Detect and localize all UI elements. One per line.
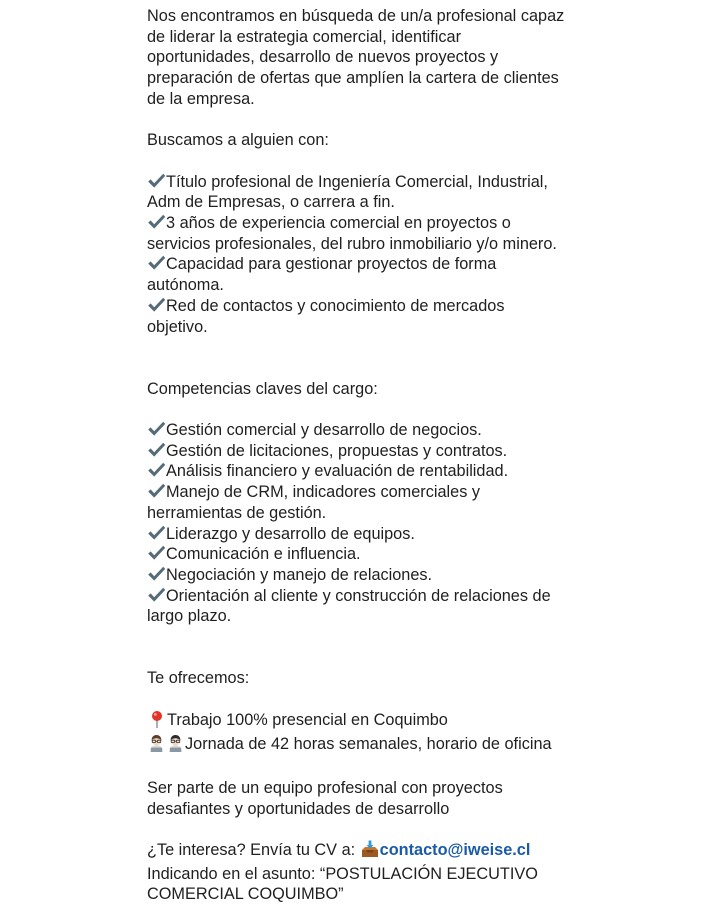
check-mark-icon	[147, 587, 166, 603]
requirements-list	[147, 172, 567, 338]
intro-line: de la empresa.	[147, 89, 255, 108]
list-item-text: Adm de Empresas, o carrera a fin.	[147, 193, 395, 212]
spacer	[147, 757, 567, 778]
spacer	[147, 627, 567, 668]
list-item	[147, 482, 567, 523]
list-item	[147, 254, 567, 295]
check-mark-icon	[147, 421, 166, 437]
offer-schedule-text: Jornada de 42 horas semanales, horario de oficina	[185, 734, 552, 753]
office-worker-icon	[166, 734, 185, 758]
list-item-text: servicios profesionales, del rubro inmobiliario y/o minero.	[147, 234, 557, 253]
intro-line: Nos encontramos en búsqueda de un/a profesional capaz	[147, 7, 565, 25]
offer-location-text: Trabajo 100% presencial en Coquimbo	[167, 710, 448, 729]
spacer	[147, 110, 567, 131]
apply-subject-line: Indicando en el asunto: “POSTULACIÓN EJECUTIVO	[147, 864, 538, 883]
list-item	[147, 586, 567, 627]
list-item-text: herramientas de gestión.	[147, 503, 327, 522]
offer-schedule	[147, 734, 567, 758]
requirements-heading: Buscamos a alguien con:	[147, 131, 329, 150]
list-item-text: Gestión comercial y desarrollo de negocios.	[166, 421, 482, 439]
offer-team-paragraph	[147, 778, 567, 819]
office-worker-icon	[147, 734, 166, 758]
list-item-text: Red de contactos y conocimiento de mercados	[166, 296, 505, 315]
list-item-text: Manejo de CRM, indicadores comerciales y	[166, 483, 480, 502]
offer-heading: Te ofrecemos:	[147, 669, 250, 688]
check-mark-icon	[147, 545, 166, 561]
list-item	[147, 544, 567, 565]
offer-location	[147, 710, 567, 734]
check-mark-icon	[147, 483, 166, 499]
list-item-text: Comunicación e influencia.	[166, 545, 361, 564]
list-item-text: Gestión de licitaciones, propuestas y contratos.	[166, 441, 508, 460]
list-item	[147, 461, 567, 482]
offer-team-line: desafiantes y oportunidades de desarrollo	[147, 799, 450, 818]
list-item-text: Título profesional de Ingeniería Comercial, Industrial,	[166, 172, 548, 191]
list-item	[147, 565, 567, 586]
inbox-tray-icon	[360, 840, 380, 864]
check-mark-icon	[147, 566, 166, 582]
check-mark-icon	[147, 297, 166, 313]
list-item-text: objetivo.	[147, 317, 208, 336]
check-mark-icon	[147, 462, 166, 478]
round-pushpin-icon	[147, 710, 167, 734]
intro-paragraph	[147, 6, 567, 110]
list-item	[147, 420, 567, 441]
competencies-list	[147, 420, 567, 627]
list-item	[147, 524, 567, 545]
list-item-text: Liderazgo y desarrollo de equipos.	[166, 524, 415, 543]
check-mark-icon	[147, 255, 166, 271]
email-link[interactable]: contacto@iweise.cl	[379, 841, 531, 859]
spacer	[147, 151, 567, 172]
list-item-text: autónoma.	[147, 276, 224, 295]
apply-line	[147, 840, 567, 864]
check-mark-icon	[147, 525, 166, 541]
list-item-text: largo plazo.	[147, 607, 232, 626]
intro-line: oportunidades, desarrollo de nuevos proyectos y	[147, 48, 499, 67]
list-item	[147, 441, 567, 462]
list-item-text: Capacidad para gestionar proyectos de forma	[166, 255, 497, 274]
check-mark-icon	[147, 173, 166, 189]
spacer	[147, 399, 567, 420]
check-mark-icon	[147, 214, 166, 230]
list-item-text: Orientación al cliente y construcción de relaciones de	[166, 586, 551, 605]
list-item	[147, 172, 567, 213]
spacer	[147, 337, 567, 378]
list-item-text: 3 años de experiencia comercial en proyectos o	[166, 214, 511, 232]
intro-line: preparación de ofertas que amplíen la cartera de clientes	[147, 69, 559, 88]
job-post	[147, 6, 567, 905]
apply-prompt: ¿Te interesa? Envía tu CV a:	[147, 841, 360, 859]
apply-subject-line: COMERCIAL COQUIMBO”	[147, 885, 344, 904]
list-item-text: Análisis financiero y evaluación de rentabilidad.	[166, 462, 509, 481]
list-item	[147, 213, 567, 254]
intro-line: de liderar la estrategia comercial, identificar	[147, 27, 462, 46]
spacer	[147, 819, 567, 840]
check-mark-icon	[147, 442, 166, 458]
apply-paragraph	[147, 840, 567, 905]
list-item	[147, 296, 567, 337]
spacer	[147, 689, 567, 710]
offer-team-line: Ser parte de un equipo profesional con proyectos	[147, 778, 503, 797]
competencies-heading: Competencias claves del cargo:	[147, 379, 378, 398]
list-item-text: Negociación y manejo de relaciones.	[166, 565, 433, 584]
